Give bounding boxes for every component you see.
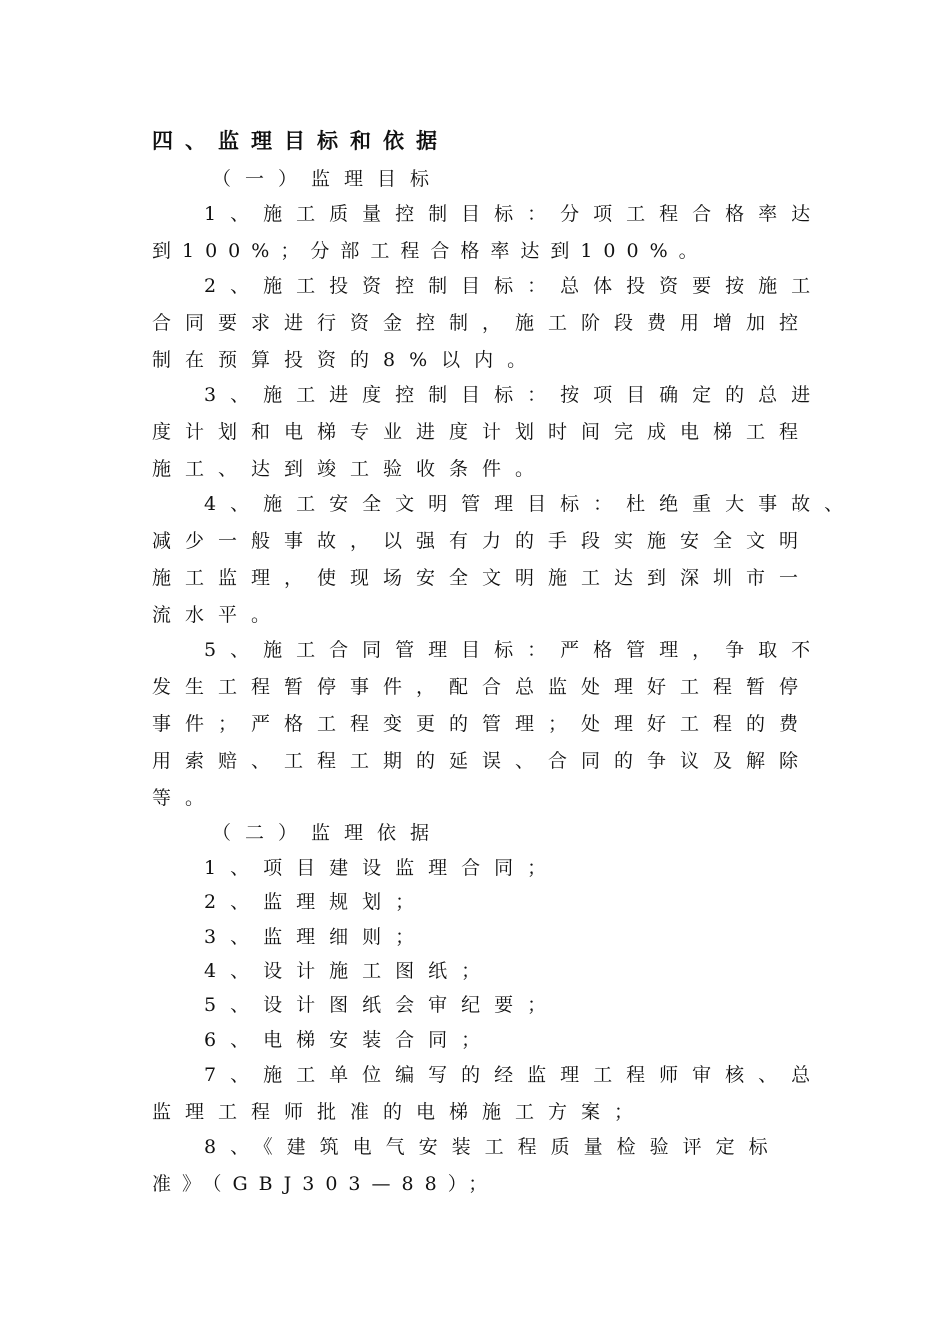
list-item: 5、设计图纸会审纪要； [204,994,561,1016]
list-item: 7、施工单位编写的经监理工程师审核、总 [204,1064,825,1086]
paragraph-line: 2、施工投资控制目标：总体投资要按施工 [204,275,825,297]
paragraph-line: 4、施工安全文明管理目标：杜绝重大事故、 [204,493,858,515]
paragraph-line: 制在预算投资的8%以内。 [152,349,541,371]
paragraph-line: 等。 [152,787,219,809]
paragraph-line: 到100%；分部工程合格率达到100%。 [152,240,709,262]
paragraph-line: 施工监理，使现场安全文明施工达到深圳市一 [152,567,813,589]
subsection-title-basis: （二）监理依据 [212,822,444,844]
list-item-continuation: 准》（GBJ303—88）； [152,1173,499,1195]
paragraph-line: 合同要求进行资金控制，施工阶段费用增加控 [152,312,813,334]
paragraph-line: 3、施工进度控制目标：按项目确定的总进 [204,384,825,406]
list-item: 3、监理细则； [204,926,429,948]
paragraph-line: 度计划和电梯专业进度计划时间完成电梯工程 [152,421,813,443]
paragraph-line: 发生工程暂停事件，配合总监处理好工程暂停 [152,676,813,698]
list-item: 6、电梯安装合同； [204,1029,495,1051]
section-heading: 四、监理目标和依据 [152,128,449,153]
list-item: 8、《建筑电气安装工程质量检验评定标 [204,1136,782,1158]
paragraph-line: 5、施工合同管理目标：严格管理，争取不 [204,639,825,661]
list-item-continuation: 监理工程师批准的电梯施工方案； [152,1101,648,1123]
subsection-title-goals: （一）监理目标 [212,168,444,190]
paragraph-line: 流水平。 [152,604,285,626]
paragraph-line: 1、施工质量控制目标：分项工程合格率达 [204,203,825,225]
list-item: 1、项目建设监理合同； [204,857,561,879]
paragraph-line: 施工、达到竣工验收条件。 [152,458,549,480]
list-item: 4、设计施工图纸； [204,960,495,982]
paragraph-line: 减少一般事故，以强有力的手段实施安全文明 [152,530,813,552]
list-item: 2、监理规划； [204,891,429,913]
paragraph-line: 事件；严格工程变更的管理；处理好工程的费 [152,713,813,735]
paragraph-line: 用索赔、工程工期的延误、合同的争议及解除 [152,750,813,772]
